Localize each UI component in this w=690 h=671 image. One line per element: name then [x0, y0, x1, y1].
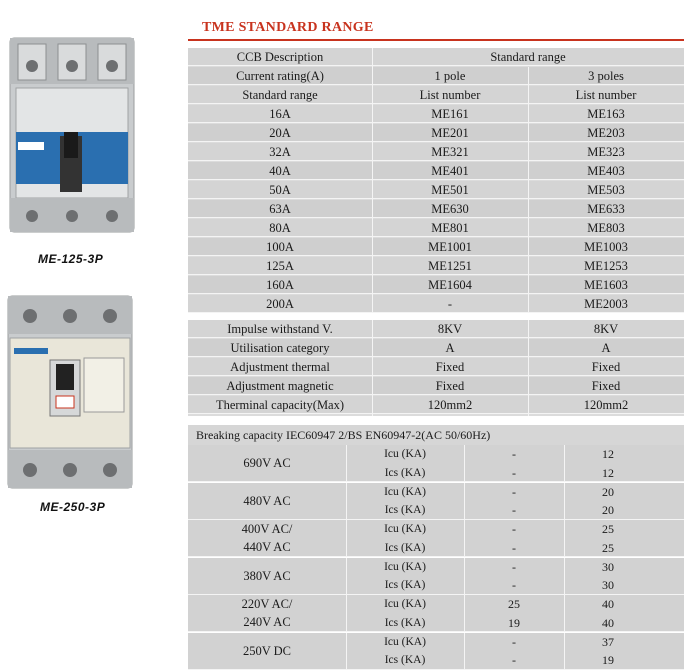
- header-ccb-description: CCB Description: [236, 50, 324, 64]
- column-divider: [372, 320, 373, 416]
- spec-value-1-pole: 120mm2: [427, 398, 473, 412]
- voltage-label: 220V AC/: [241, 597, 293, 611]
- capacity-value-1-pole: -: [512, 503, 516, 517]
- table-row: [188, 295, 684, 313]
- spec-value-3-poles: 8KV: [593, 322, 619, 336]
- spec-name: Adjustment thermal: [230, 360, 330, 374]
- voltage-label: 250V DC: [242, 643, 292, 658]
- list-number-3-poles: ME1253: [584, 259, 628, 273]
- rating-amps: 40A: [269, 164, 291, 178]
- list-number-3-poles: ME163: [587, 107, 625, 121]
- capacity-value-1-pole: -: [512, 484, 516, 499]
- specs-table: [188, 320, 684, 416]
- breaking-row: [346, 576, 684, 594]
- voltage-label: 480V AC: [243, 493, 291, 508]
- column-divider: [564, 595, 565, 632]
- capacity-value-3-poles: 37: [602, 634, 614, 649]
- list-number-1-pole: ME1251: [428, 259, 472, 273]
- header-list-number-1: List number: [419, 88, 481, 102]
- column-divider: [346, 520, 347, 557]
- list-number-1-pole: ME630: [431, 202, 469, 216]
- breaking-group: [188, 483, 684, 520]
- rating-amps: 63A: [269, 202, 291, 216]
- table-row: [188, 200, 684, 218]
- capacity-value-1-pole: -: [512, 465, 516, 480]
- capacity-type: Ics (KA): [384, 466, 426, 479]
- header-list-number-3: List number: [575, 88, 637, 102]
- capacity-value-1-pole: -: [512, 540, 516, 555]
- table-header-row-3: [188, 86, 684, 104]
- capacity-value-3-poles: 30: [602, 578, 614, 592]
- capacity-type: Icu (KA): [384, 635, 426, 648]
- table-row: [188, 143, 684, 161]
- spec-row: [188, 358, 684, 376]
- spec-row: [188, 339, 684, 357]
- breaking-group: [188, 445, 684, 482]
- column-divider: [346, 633, 347, 670]
- column-divider: [464, 483, 465, 520]
- capacity-value-1-pole: -: [512, 522, 516, 536]
- column-divider: [346, 483, 347, 520]
- spec-name: Adjustment magnetic: [226, 379, 334, 393]
- breaking-row: [346, 651, 684, 669]
- breaking-row: [346, 445, 684, 463]
- breaking-row: [346, 558, 684, 576]
- rating-amps: 160A: [266, 278, 294, 292]
- breaking-row: [346, 539, 684, 557]
- capacity-type: Icu (KA): [384, 448, 426, 460]
- table-row: [188, 162, 684, 180]
- rating-amps: 16A: [269, 107, 291, 121]
- list-number-1-pole: ME401: [431, 164, 469, 178]
- breaking-capacity-heading: [188, 425, 684, 445]
- spec-value-1-pole: A: [445, 341, 455, 355]
- list-number-3-poles: ME323: [587, 145, 625, 159]
- breaking-row: [346, 483, 684, 501]
- capacity-value-3-poles: 12: [602, 447, 614, 461]
- product-column: [0, 0, 185, 671]
- spec-value-3-poles: Fixed: [591, 379, 621, 393]
- capacity-value-3-poles: 25: [602, 522, 614, 536]
- voltage-label: 380V AC: [243, 568, 291, 583]
- title-divider: [188, 39, 684, 41]
- breaker-me250-image: [6, 294, 134, 490]
- column-divider: [564, 445, 565, 482]
- header-3-poles: 3 poles: [588, 69, 624, 83]
- rating-amps: 100A: [266, 240, 294, 254]
- capacity-value-3-poles: 20: [602, 484, 614, 499]
- spec-value-1-pole: Fixed: [435, 379, 465, 393]
- ratings-table: [188, 48, 684, 312]
- capacity-value-3-poles: 40: [602, 615, 614, 630]
- column-divider: [564, 483, 565, 520]
- table-header-row-1: [188, 48, 684, 66]
- capacity-type: Ics (KA): [384, 504, 426, 516]
- capacity-value-1-pole: -: [512, 634, 516, 649]
- column-divider: [464, 558, 465, 595]
- capacity-value-1-pole: -: [512, 653, 516, 667]
- spec-name: Therminal capacity(Max): [215, 398, 345, 412]
- breaking-row: [346, 595, 684, 613]
- list-number-1-pole: ME161: [431, 107, 469, 121]
- table-row: [188, 105, 684, 123]
- breaking-group: [188, 633, 684, 670]
- column-divider: [464, 633, 465, 670]
- capacity-value-1-pole: 25: [508, 597, 520, 611]
- rating-amps: 50A: [269, 183, 291, 197]
- rating-amps: 125A: [266, 259, 294, 273]
- spec-row: [188, 320, 684, 338]
- page-title: TME STANDARD RANGE: [202, 20, 374, 35]
- list-number-1-pole: ME1001: [428, 240, 472, 254]
- spec-row: [188, 377, 684, 395]
- header-current-rating: Current rating(A): [236, 69, 324, 83]
- breaker-me125-image: [8, 36, 136, 234]
- list-number-1-pole: ME201: [431, 126, 469, 140]
- column-divider: [346, 558, 347, 595]
- list-number-1-pole: ME1604: [428, 278, 472, 292]
- table-row: [188, 181, 684, 199]
- rating-amps: 20A: [269, 126, 291, 140]
- spec-name: Impulse withstand V.: [227, 322, 333, 336]
- breaking-row: [346, 614, 684, 632]
- spec-value-1-pole: Fixed: [435, 360, 465, 374]
- breaking-capacity-title: Breaking capacity IEC60947 2/BS EN60947-2(AC 50/60Hz): [196, 428, 491, 442]
- capacity-value-1-pole: -: [512, 559, 516, 574]
- voltage-label-2: 440V AC: [243, 540, 291, 554]
- capacity-type: Ics (KA): [384, 579, 426, 591]
- voltage-label: 400V AC/: [241, 522, 293, 536]
- list-number-3-poles: ME203: [587, 126, 625, 140]
- capacity-value-3-poles: 20: [602, 503, 614, 517]
- column-divider: [346, 445, 347, 482]
- capacity-type: Icu (KA): [384, 523, 426, 535]
- capacity-value-3-poles: 19: [602, 653, 614, 667]
- capacity-type: Ics (KA): [384, 541, 426, 554]
- capacity-value-3-poles: 40: [602, 597, 614, 611]
- list-number-3-poles: ME1603: [584, 278, 628, 292]
- breaking-row: [346, 633, 684, 651]
- header-standard-range-sub: Standard range: [242, 88, 318, 102]
- list-number-3-poles: ME1003: [584, 240, 628, 254]
- spec-value-3-poles: 120mm2: [583, 398, 629, 412]
- table-row: [188, 276, 684, 294]
- column-divider: [564, 558, 565, 595]
- spec-row: [188, 396, 684, 414]
- column-divider: [564, 520, 565, 557]
- breaking-group: [188, 558, 684, 595]
- table-row: [188, 124, 684, 142]
- column-divider: [372, 48, 373, 312]
- capacity-value-1-pole: -: [512, 578, 516, 592]
- table-row: [188, 219, 684, 237]
- capacity-type: Icu (KA): [384, 598, 426, 610]
- column-divider: [464, 595, 465, 632]
- rating-amps: 80A: [269, 221, 291, 235]
- column-divider: [346, 595, 347, 632]
- capacity-value-3-poles: 12: [602, 465, 614, 480]
- capacity-value-3-poles: 25: [602, 540, 614, 555]
- voltage-label: 690V AC: [243, 456, 291, 470]
- header-standard-range: Standard range: [490, 50, 566, 64]
- spec-value-1-pole: 8KV: [437, 322, 463, 336]
- column-divider: [528, 320, 529, 416]
- voltage-label-2: 240V AC: [243, 615, 291, 629]
- breaking-group: [188, 595, 684, 632]
- rating-amps: 200A: [266, 297, 294, 311]
- breaking-group: [188, 520, 684, 557]
- list-number-1-pole: ME501: [431, 183, 469, 197]
- capacity-type: Icu (KA): [384, 560, 426, 573]
- list-number-3-poles: ME503: [587, 183, 625, 197]
- breaking-row: [346, 464, 684, 482]
- column-divider: [528, 67, 529, 312]
- product-caption-me125: ME-125-3P: [38, 252, 104, 266]
- column-divider: [464, 445, 465, 482]
- list-number-1-pole: ME801: [431, 221, 469, 235]
- breaking-row: [346, 501, 684, 519]
- list-number-3-poles: ME2003: [584, 297, 628, 311]
- list-number-3-poles: ME803: [587, 221, 625, 235]
- breaking-row: [346, 520, 684, 538]
- capacity-type: Ics (KA): [384, 616, 426, 629]
- capacity-value-1-pole: 19: [508, 615, 520, 630]
- capacity-type: Icu (KA): [384, 485, 426, 498]
- spec-value-3-poles: A: [601, 341, 611, 355]
- capacity-type: Ics (KA): [384, 654, 426, 666]
- column-divider: [464, 520, 465, 557]
- table-header-row-2: [188, 67, 684, 85]
- capacity-value-1-pole: -: [512, 447, 516, 461]
- spec-value-3-poles: Fixed: [591, 360, 621, 374]
- spec-name: Utilisation category: [230, 341, 330, 355]
- capacity-value-3-poles: 30: [602, 559, 614, 574]
- table-row: [188, 238, 684, 256]
- list-number-3-poles: ME403: [587, 164, 625, 178]
- list-number-1-pole: ME321: [431, 145, 469, 159]
- header-1-pole: 1 pole: [434, 69, 466, 83]
- product-caption-me250: ME-250-3P: [40, 500, 106, 514]
- rating-amps: 32A: [269, 145, 291, 159]
- list-number-1-pole: -: [447, 297, 453, 311]
- table-row: [188, 257, 684, 275]
- list-number-3-poles: ME633: [587, 202, 625, 216]
- column-divider: [564, 633, 565, 670]
